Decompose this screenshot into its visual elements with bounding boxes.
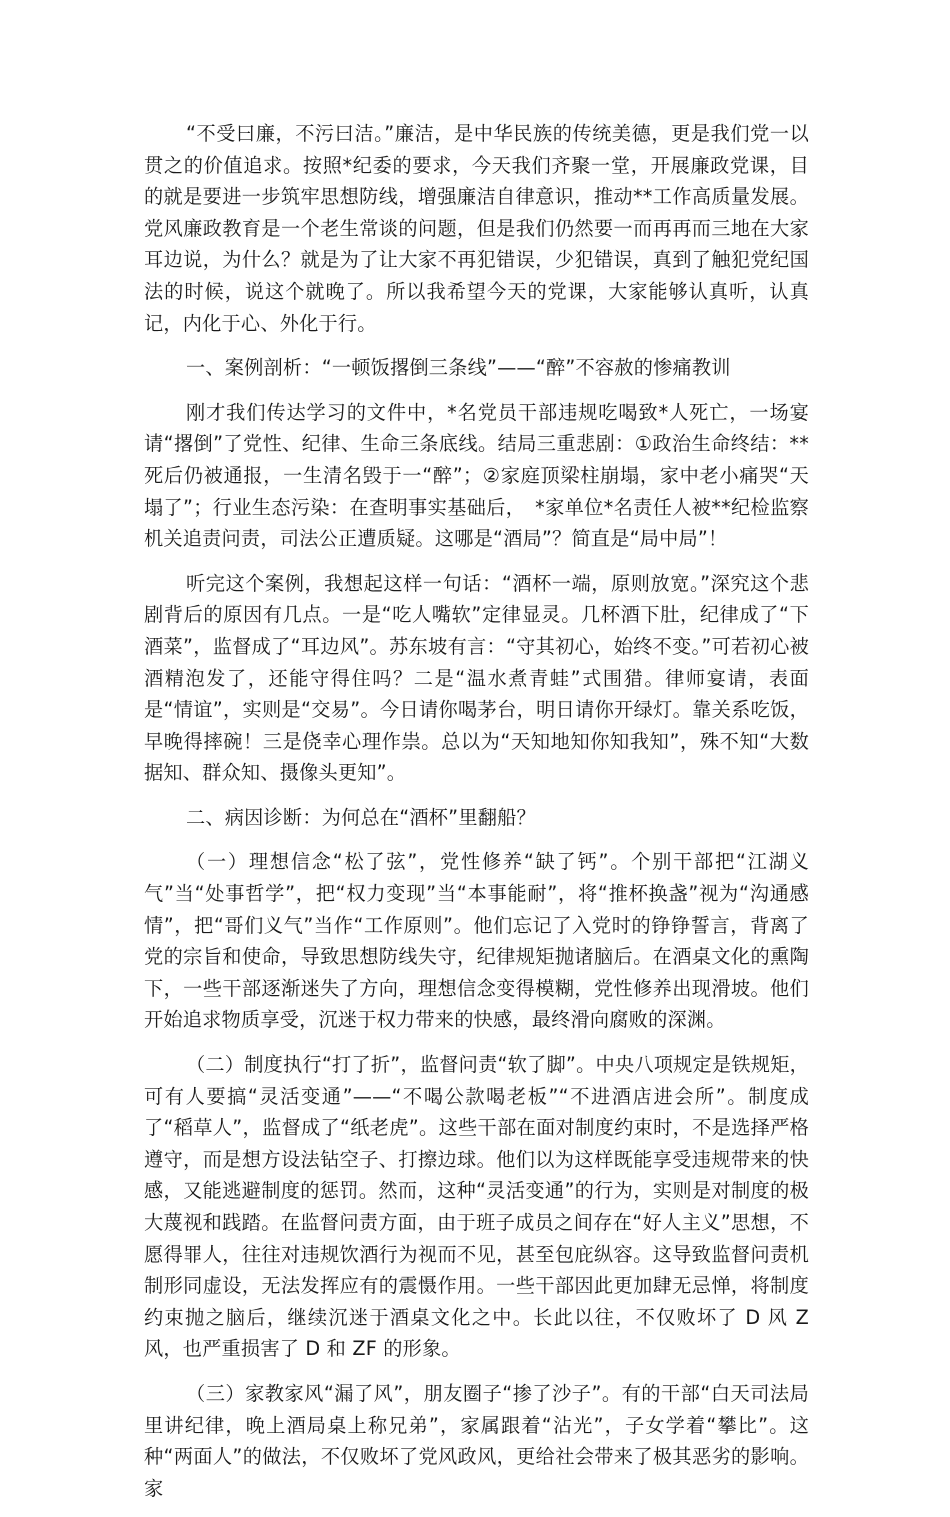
case-description-paragraph: 刚才我们传达学习的文件中，*名党员干部违规吃喝致*人死亡，一场宴请“撂倒”了党性、纪律、生命三条底线。结局三重悲剧：①政治生命终结：**死后仍被通报，一生清名毁于一“醉”；②家庭顶梁柱崩塌，家中老小痛哭“天塌了”；行业生态污染：在查明事实基础后， *家单位*名责任人被**纪检监察机关追责问责，司法公正遭质疑。这哪是“酒局”？简直是“局中局”！ (144, 400, 809, 551)
diagnosis-point-1: （一）理想信念“松了弦”，党性修养“缺了钙”。个别干部把“江湖义气”当“处事哲学”，把“权力变现”当“本事能耐”，将“推杯换盏”视为“沟通感情”，把“哥们义气”当作“工作原则”。他们忘记了入党时的铮铮誓言，背离了党的宗旨和使命，导致思想防线失守，纪律规矩抛诸脑后。在酒桌文化的熏陶下，一些干部逐渐迷失了方向，理想信念变得模糊，党性修养出现滑坡。他们开始追求物质享受，沉迷于权力带来的快感，最终滑向腐败的深渊。 (144, 850, 809, 1032)
intro-paragraph: “不受曰廉，不污曰洁。”廉洁，是中华民族的传统美德，更是我们党一以贯之的价值追求。按照*纪委的要求，今天我们齐聚一堂，开展廉政党课，目的就是要进一步筑牢思想防线，增强廉洁自律意识，推动**工作高质量发展。党风廉政教育是一个老生常谈的问题，但是我们仍然要一而再再而三地在大家耳边说，为什么？就是为了让大家不再犯错误，少犯错误，真到了触犯党纪国法的时候，说这个就晚了。所以我希望今天的党课，大家能够认真听，认真记，内化于心、外化于行。 (144, 122, 809, 335)
case-reflection-paragraph: 听完这个案例，我想起这样一句话：“酒杯一端，原则放宽。”深究这个悲剧背后的原因有几点。一是“吃人嘴软”定律显灵。几杯酒下肚，纪律成了“下酒菜”，监督成了“耳边风”。苏东坡有言：“守其初心，始终不变。”可若初心被酒精泡发了，还能守得住吗？二是“温水煮青蛙”式围猎。律师宴请，表面是“情谊”，实则是“交易”。今日请你喝茅台，明日请你开绿灯。靠关系吃饭，早晚得摔碗！三是侥幸心理作祟。总以为“天知地知你知我知”，殊不知“大数据知、群众知、摄像头更知”。 (144, 571, 809, 785)
section-heading-case-analysis: 一、案例剖析：“一顿饭撂倒三条线”——“醉”不容赦的惨痛教训 (186, 356, 731, 380)
diagnosis-point-3: （三）家教家风“漏了风”，朋友圈子“掺了沙子”。有的干部“白天司法局里讲纪律，晚上酒局桌上称兄弟”，家属跟着“沾光”，子女学着“攀比”。这种“两面人”的做法，不仅败坏了党风政风，更给社会带来了极其恶劣的影响。家 (144, 1381, 809, 1500)
document-body (144, 118, 809, 1517)
section-heading-diagnosis: 二、病因诊断：为何总在“酒杯”里翻船？ (186, 805, 536, 829)
diagnosis-point-2: （二）制度执行“打了折”，监督问责“软了脚”。中央八项规定是铁规矩，可有人要搞“灵活变通”——“不喝公款喝老板”“不进酒店进会所”。制度成了“稻草人”，监督成了“纸老虎”。这些干部在面对制度约束时，不是选择严格遵守，而是想方设法钻空子、打擦边球。他们以为这样既能享受违规带来的快感，又能逃避制度的惩罚。然而，这种“灵活变通”的行为，实则是对制度的极大蔑视和践踏。在监督问责方面，由于班子成员之间存在“好人主义”思想，不愿得罪人，往往对违规饮酒行为视而不见，甚至包庇纵容。这导致监督问责机制形同虚设，无法发挥应有的震慑作用。一些干部因此更加肆无忌惮，将制度约束抛之脑后，继续沉迷于酒桌文化之中。长此以往，不仅败坏了 D 风 Z 风，也严重损害了 D 和 ZF 的形象。 (144, 1053, 809, 1361)
